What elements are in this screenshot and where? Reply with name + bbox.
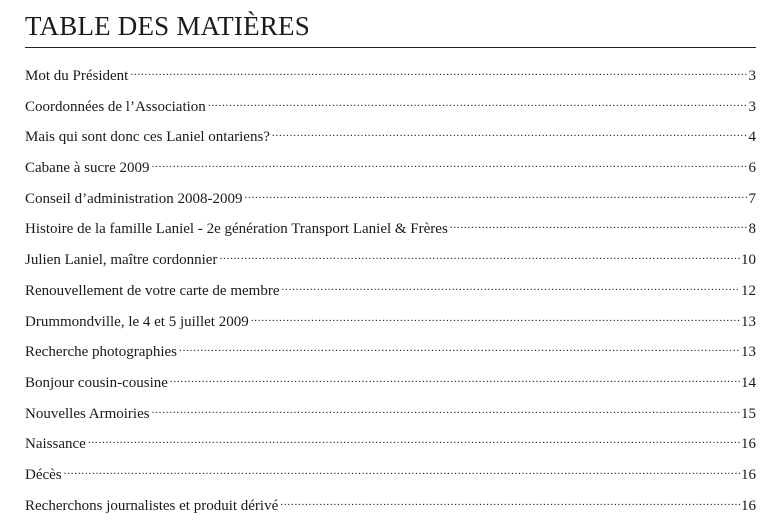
toc-entry-page-number: 3	[748, 98, 756, 115]
toc-entry-title: Renouvellement de votre carte de membre	[25, 282, 280, 299]
toc-entry-title: Julien Laniel, maître cordonnier	[25, 252, 218, 269]
toc-entry[interactable]	[25, 367, 756, 398]
dot-leader	[152, 398, 740, 418]
dot-leader	[244, 183, 747, 203]
toc-entry-page-number: 3	[748, 68, 756, 84]
toc-entry-title: Mot du Président	[25, 68, 129, 84]
toc-entry-page-number: 8	[748, 221, 756, 238]
toc-entry-page-number: 6	[748, 160, 756, 177]
dot-leader	[130, 60, 747, 80]
toc-entry[interactable]	[25, 459, 756, 490]
dot-leader	[272, 121, 748, 141]
toc-entry[interactable]	[25, 121, 756, 152]
toc-entry-title: Drummondville, le 4 et 5 juillet 2009	[25, 313, 249, 330]
toc-entry[interactable]	[25, 490, 756, 521]
toc-entry[interactable]	[25, 91, 756, 122]
toc-entry-page-number: 15	[741, 405, 756, 422]
dot-leader	[219, 244, 740, 264]
toc-entry-title: Cabane à sucre 2009	[25, 160, 150, 177]
dot-leader	[450, 213, 748, 233]
toc-entry-page-number: 16	[741, 436, 756, 453]
toc-entry-page-number: 13	[741, 313, 756, 330]
title-underline-divider	[25, 47, 756, 48]
toc-entry[interactable]	[25, 183, 756, 214]
dot-leader	[152, 152, 748, 172]
dot-leader	[281, 275, 740, 295]
toc-entry-title: Nouvelles Armoiries	[25, 405, 150, 422]
toc-entry-page-number: 12	[741, 282, 756, 299]
toc-entry-title: Histoire de la famille Laniel - 2e génération Transport Laniel & Frères	[25, 221, 448, 238]
toc-entry[interactable]	[25, 152, 756, 183]
toc-entry-title: Recherchons journalistes et produit dérivé	[25, 497, 279, 514]
toc-entry[interactable]	[25, 244, 756, 275]
dot-leader	[208, 91, 748, 111]
toc-entry-page-number: 7	[748, 190, 756, 207]
dot-leader	[88, 428, 740, 448]
toc-entry[interactable]	[25, 306, 756, 337]
page-title: TABLE DES MATIÈRES	[25, 11, 310, 41]
toc-entry-page-number: 16	[741, 466, 756, 483]
toc-list	[25, 60, 756, 520]
toc-entry[interactable]	[25, 398, 756, 429]
dot-leader	[280, 490, 740, 510]
toc-entry-page-number: 13	[741, 344, 756, 361]
toc-entry-title: Décès	[25, 466, 62, 483]
toc-entry[interactable]	[25, 336, 756, 367]
toc-entry-title: Conseil d’administration 2008-2009	[25, 190, 243, 207]
toc-entry-page-number: 14	[741, 374, 756, 391]
toc-entry-title: Bonjour cousin-cousine	[25, 374, 168, 391]
toc-entry-page-number: 10	[741, 252, 756, 269]
toc-entry[interactable]	[25, 60, 756, 91]
toc-entry[interactable]	[25, 213, 756, 244]
toc-entry-page-number: 16	[741, 497, 756, 514]
dot-leader	[251, 306, 740, 326]
toc-entry[interactable]	[25, 428, 756, 459]
dot-leader	[170, 367, 740, 387]
toc-entry[interactable]	[25, 275, 756, 306]
dot-leader	[179, 336, 740, 356]
toc-entry-title: Naissance	[25, 436, 86, 453]
dot-leader	[64, 459, 740, 479]
toc-entry-title: Recherche photographies	[25, 344, 178, 361]
toc-entry-title: Coordonnées de l’Association	[25, 98, 206, 115]
toc-entry-title: Mais qui sont donc ces Laniel ontariens?	[25, 129, 270, 146]
toc-entry-page-number: 4	[748, 129, 756, 146]
